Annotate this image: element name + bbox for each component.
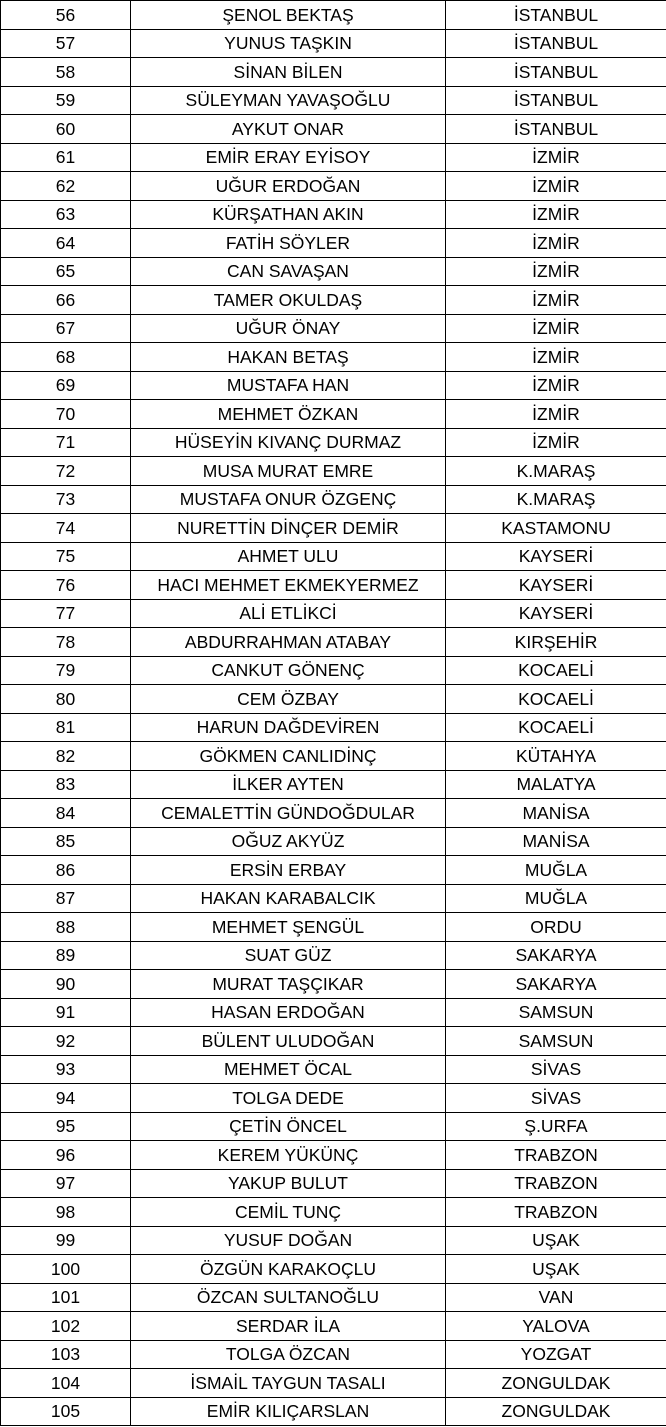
- row-number-cell: 101: [1, 1283, 131, 1312]
- table-row: [1, 628, 666, 657]
- name-cell: CEMALETTİN GÜNDOĞDULAR: [131, 799, 446, 828]
- row-number-cell: 88: [1, 913, 131, 942]
- name-cell: HARUN DAĞDEVİREN: [131, 713, 446, 742]
- city-cell: İZMİR: [446, 200, 666, 229]
- name-cell: ÇETİN ÖNCEL: [131, 1112, 446, 1141]
- name-cell: UĞUR ÖNAY: [131, 314, 446, 343]
- table-row: [1, 1141, 666, 1170]
- name-cell: CAN SAVAŞAN: [131, 257, 446, 286]
- table-row: [1, 200, 666, 229]
- city-cell: İSTANBUL: [446, 1, 666, 30]
- row-number-cell: 82: [1, 742, 131, 771]
- table-row: [1, 1084, 666, 1113]
- city-cell: İZMİR: [446, 314, 666, 343]
- name-cell: YUNUS TAŞKIN: [131, 29, 446, 58]
- row-number-cell: 104: [1, 1369, 131, 1398]
- row-number-cell: 91: [1, 998, 131, 1027]
- name-cell: MUSTAFA HAN: [131, 371, 446, 400]
- city-cell: SAMSUN: [446, 1027, 666, 1056]
- city-cell: YOZGAT: [446, 1340, 666, 1369]
- table-row: [1, 1169, 666, 1198]
- table-row: [1, 257, 666, 286]
- row-number-cell: 99: [1, 1226, 131, 1255]
- city-cell: İZMİR: [446, 286, 666, 315]
- name-cell: MUSA MURAT EMRE: [131, 457, 446, 486]
- name-cell: ALİ ETLİKCİ: [131, 599, 446, 628]
- name-cell: TAMER OKULDAŞ: [131, 286, 446, 315]
- row-number-cell: 93: [1, 1055, 131, 1084]
- row-number-cell: 95: [1, 1112, 131, 1141]
- name-cell: SERDAR İLA: [131, 1312, 446, 1341]
- name-cell: BÜLENT ULUDOĞAN: [131, 1027, 446, 1056]
- city-cell: TRABZON: [446, 1141, 666, 1170]
- name-cell: UĞUR ERDOĞAN: [131, 172, 446, 201]
- name-cell: ÖZCAN SULTANOĞLU: [131, 1283, 446, 1312]
- city-cell: VAN: [446, 1283, 666, 1312]
- table-row: [1, 970, 666, 999]
- row-number-cell: 61: [1, 143, 131, 172]
- row-number-cell: 74: [1, 514, 131, 543]
- row-number-cell: 105: [1, 1397, 131, 1426]
- table-row: [1, 542, 666, 571]
- name-cell: KEREM YÜKÜNÇ: [131, 1141, 446, 1170]
- city-cell: KÜTAHYA: [446, 742, 666, 771]
- row-number-cell: 86: [1, 856, 131, 885]
- name-cell: HACI MEHMET EKMEKYERMEZ: [131, 571, 446, 600]
- city-cell: İZMİR: [446, 371, 666, 400]
- table-row: [1, 1226, 666, 1255]
- table-row: [1, 742, 666, 771]
- city-cell: K.MARAŞ: [446, 457, 666, 486]
- name-cell: EMİR KILIÇARSLAN: [131, 1397, 446, 1426]
- table-row: [1, 1340, 666, 1369]
- row-number-cell: 87: [1, 884, 131, 913]
- table-row: [1, 1, 666, 30]
- row-number-cell: 70: [1, 400, 131, 429]
- row-number-cell: 76: [1, 571, 131, 600]
- city-cell: MUĞLA: [446, 856, 666, 885]
- row-number-cell: 72: [1, 457, 131, 486]
- row-number-cell: 78: [1, 628, 131, 657]
- table-row: [1, 1312, 666, 1341]
- name-cell: FATİH SÖYLER: [131, 229, 446, 258]
- table-row: [1, 713, 666, 742]
- table-row: [1, 86, 666, 115]
- city-cell: SAMSUN: [446, 998, 666, 1027]
- row-number-cell: 81: [1, 713, 131, 742]
- row-number-cell: 65: [1, 257, 131, 286]
- name-cell: KÜRŞATHAN AKIN: [131, 200, 446, 229]
- table-row: [1, 1369, 666, 1398]
- name-cell: ERSİN ERBAY: [131, 856, 446, 885]
- table-row: [1, 884, 666, 913]
- city-cell: SİVAS: [446, 1084, 666, 1113]
- name-cell: ŞENOL BEKTAŞ: [131, 1, 446, 30]
- city-cell: MALATYA: [446, 770, 666, 799]
- row-number-cell: 62: [1, 172, 131, 201]
- table-row: [1, 58, 666, 87]
- row-number-cell: 57: [1, 29, 131, 58]
- name-cell: CANKUT GÖNENÇ: [131, 656, 446, 685]
- name-cell: AYKUT ONAR: [131, 115, 446, 144]
- name-cell: SUAT GÜZ: [131, 941, 446, 970]
- name-cell: OĞUZ AKYÜZ: [131, 827, 446, 856]
- row-number-cell: 60: [1, 115, 131, 144]
- city-cell: İZMİR: [446, 400, 666, 429]
- row-number-cell: 67: [1, 314, 131, 343]
- row-number-cell: 96: [1, 1141, 131, 1170]
- city-cell: KIRŞEHİR: [446, 628, 666, 657]
- row-number-cell: 97: [1, 1169, 131, 1198]
- city-cell: SAKARYA: [446, 970, 666, 999]
- row-number-cell: 103: [1, 1340, 131, 1369]
- row-number-cell: 92: [1, 1027, 131, 1056]
- city-cell: İSTANBUL: [446, 115, 666, 144]
- city-cell: İZMİR: [446, 428, 666, 457]
- table-row: [1, 115, 666, 144]
- name-cell: MUSTAFA ONUR ÖZGENÇ: [131, 485, 446, 514]
- row-number-cell: 56: [1, 1, 131, 30]
- city-cell: TRABZON: [446, 1169, 666, 1198]
- table-row: [1, 29, 666, 58]
- city-cell: İZMİR: [446, 257, 666, 286]
- table-row: [1, 1255, 666, 1284]
- table-row: [1, 913, 666, 942]
- name-cell: YAKUP BULUT: [131, 1169, 446, 1198]
- city-cell: İZMİR: [446, 229, 666, 258]
- city-cell: UŞAK: [446, 1226, 666, 1255]
- row-number-cell: 73: [1, 485, 131, 514]
- row-number-cell: 98: [1, 1198, 131, 1227]
- city-cell: KAYSERİ: [446, 599, 666, 628]
- name-cell: EMİR ERAY EYİSOY: [131, 143, 446, 172]
- name-cell: SİNAN BİLEN: [131, 58, 446, 87]
- row-number-cell: 75: [1, 542, 131, 571]
- name-cell: HAKAN BETAŞ: [131, 343, 446, 372]
- city-cell: MANİSA: [446, 799, 666, 828]
- city-cell: İZMİR: [446, 343, 666, 372]
- name-cell: TOLGA DEDE: [131, 1084, 446, 1113]
- city-cell: ORDU: [446, 913, 666, 942]
- city-cell: KOCAELİ: [446, 685, 666, 714]
- row-number-cell: 59: [1, 86, 131, 115]
- table-row: [1, 428, 666, 457]
- table-row: [1, 514, 666, 543]
- name-cell: SÜLEYMAN YAVAŞOĞLU: [131, 86, 446, 115]
- row-number-cell: 94: [1, 1084, 131, 1113]
- row-number-cell: 77: [1, 599, 131, 628]
- table-row: [1, 941, 666, 970]
- city-cell: ZONGULDAK: [446, 1369, 666, 1398]
- city-cell: UŞAK: [446, 1255, 666, 1284]
- city-cell: İZMİR: [446, 143, 666, 172]
- city-cell: İSTANBUL: [446, 86, 666, 115]
- city-cell: KAYSERİ: [446, 542, 666, 571]
- table-row: [1, 172, 666, 201]
- table-row: [1, 856, 666, 885]
- table-row: [1, 599, 666, 628]
- table-row: [1, 685, 666, 714]
- table-row: [1, 371, 666, 400]
- name-cell: YUSUF DOĞAN: [131, 1226, 446, 1255]
- row-number-cell: 83: [1, 770, 131, 799]
- city-cell: MANİSA: [446, 827, 666, 856]
- city-cell: TRABZON: [446, 1198, 666, 1227]
- table-row: [1, 799, 666, 828]
- city-cell: İZMİR: [446, 172, 666, 201]
- city-cell: SİVAS: [446, 1055, 666, 1084]
- name-cell: CEM ÖZBAY: [131, 685, 446, 714]
- name-cell: ÖZGÜN KARAKOÇLU: [131, 1255, 446, 1284]
- name-cell: GÖKMEN CANLIDİNÇ: [131, 742, 446, 771]
- table-row: [1, 1112, 666, 1141]
- table-row: [1, 457, 666, 486]
- name-cell: NURETTİN DİNÇER DEMİR: [131, 514, 446, 543]
- table-row: [1, 1397, 666, 1426]
- table-row: [1, 343, 666, 372]
- table-row: [1, 1027, 666, 1056]
- city-cell: MUĞLA: [446, 884, 666, 913]
- row-number-cell: 58: [1, 58, 131, 87]
- name-cell: MEHMET ÖCAL: [131, 1055, 446, 1084]
- row-number-cell: 71: [1, 428, 131, 457]
- row-number-cell: 63: [1, 200, 131, 229]
- row-number-cell: 90: [1, 970, 131, 999]
- city-cell: ZONGULDAK: [446, 1397, 666, 1426]
- name-cell: MEHMET ÖZKAN: [131, 400, 446, 429]
- name-cell: HASAN ERDOĞAN: [131, 998, 446, 1027]
- table-row: [1, 1055, 666, 1084]
- row-number-cell: 69: [1, 371, 131, 400]
- table-row: [1, 770, 666, 799]
- table-row: [1, 1198, 666, 1227]
- row-number-cell: 100: [1, 1255, 131, 1284]
- table-row: [1, 1283, 666, 1312]
- row-number-cell: 84: [1, 799, 131, 828]
- table-body: [1, 1, 666, 1426]
- city-cell: KOCAELİ: [446, 656, 666, 685]
- row-number-cell: 68: [1, 343, 131, 372]
- table-row: [1, 286, 666, 315]
- table-row: [1, 314, 666, 343]
- city-cell: SAKARYA: [446, 941, 666, 970]
- table-row: [1, 656, 666, 685]
- row-number-cell: 79: [1, 656, 131, 685]
- city-cell: KAYSERİ: [446, 571, 666, 600]
- city-cell: İSTANBUL: [446, 58, 666, 87]
- name-cell: HÜSEYİN KIVANÇ DURMAZ: [131, 428, 446, 457]
- name-cell: HAKAN KARABALCIK: [131, 884, 446, 913]
- name-cell: MURAT TAŞÇIKAR: [131, 970, 446, 999]
- name-cell: İSMAİL TAYGUN TASALI: [131, 1369, 446, 1398]
- name-cell: ABDURRAHMAN ATABAY: [131, 628, 446, 657]
- row-number-cell: 89: [1, 941, 131, 970]
- name-cell: MEHMET ŞENGÜL: [131, 913, 446, 942]
- table-row: [1, 400, 666, 429]
- city-cell: Ş.URFA: [446, 1112, 666, 1141]
- name-cell: AHMET ULU: [131, 542, 446, 571]
- table-row: [1, 485, 666, 514]
- table-row: [1, 229, 666, 258]
- table-row: [1, 998, 666, 1027]
- name-cell: İLKER AYTEN: [131, 770, 446, 799]
- row-number-cell: 85: [1, 827, 131, 856]
- city-cell: KASTAMONU: [446, 514, 666, 543]
- city-cell: YALOVA: [446, 1312, 666, 1341]
- name-cell: CEMİL TUNÇ: [131, 1198, 446, 1227]
- row-number-cell: 66: [1, 286, 131, 315]
- name-cell: TOLGA ÖZCAN: [131, 1340, 446, 1369]
- table-row: [1, 143, 666, 172]
- city-cell: K.MARAŞ: [446, 485, 666, 514]
- row-number-cell: 80: [1, 685, 131, 714]
- table-row: [1, 571, 666, 600]
- city-cell: KOCAELİ: [446, 713, 666, 742]
- city-cell: İSTANBUL: [446, 29, 666, 58]
- table-row: [1, 827, 666, 856]
- row-number-cell: 102: [1, 1312, 131, 1341]
- row-number-cell: 64: [1, 229, 131, 258]
